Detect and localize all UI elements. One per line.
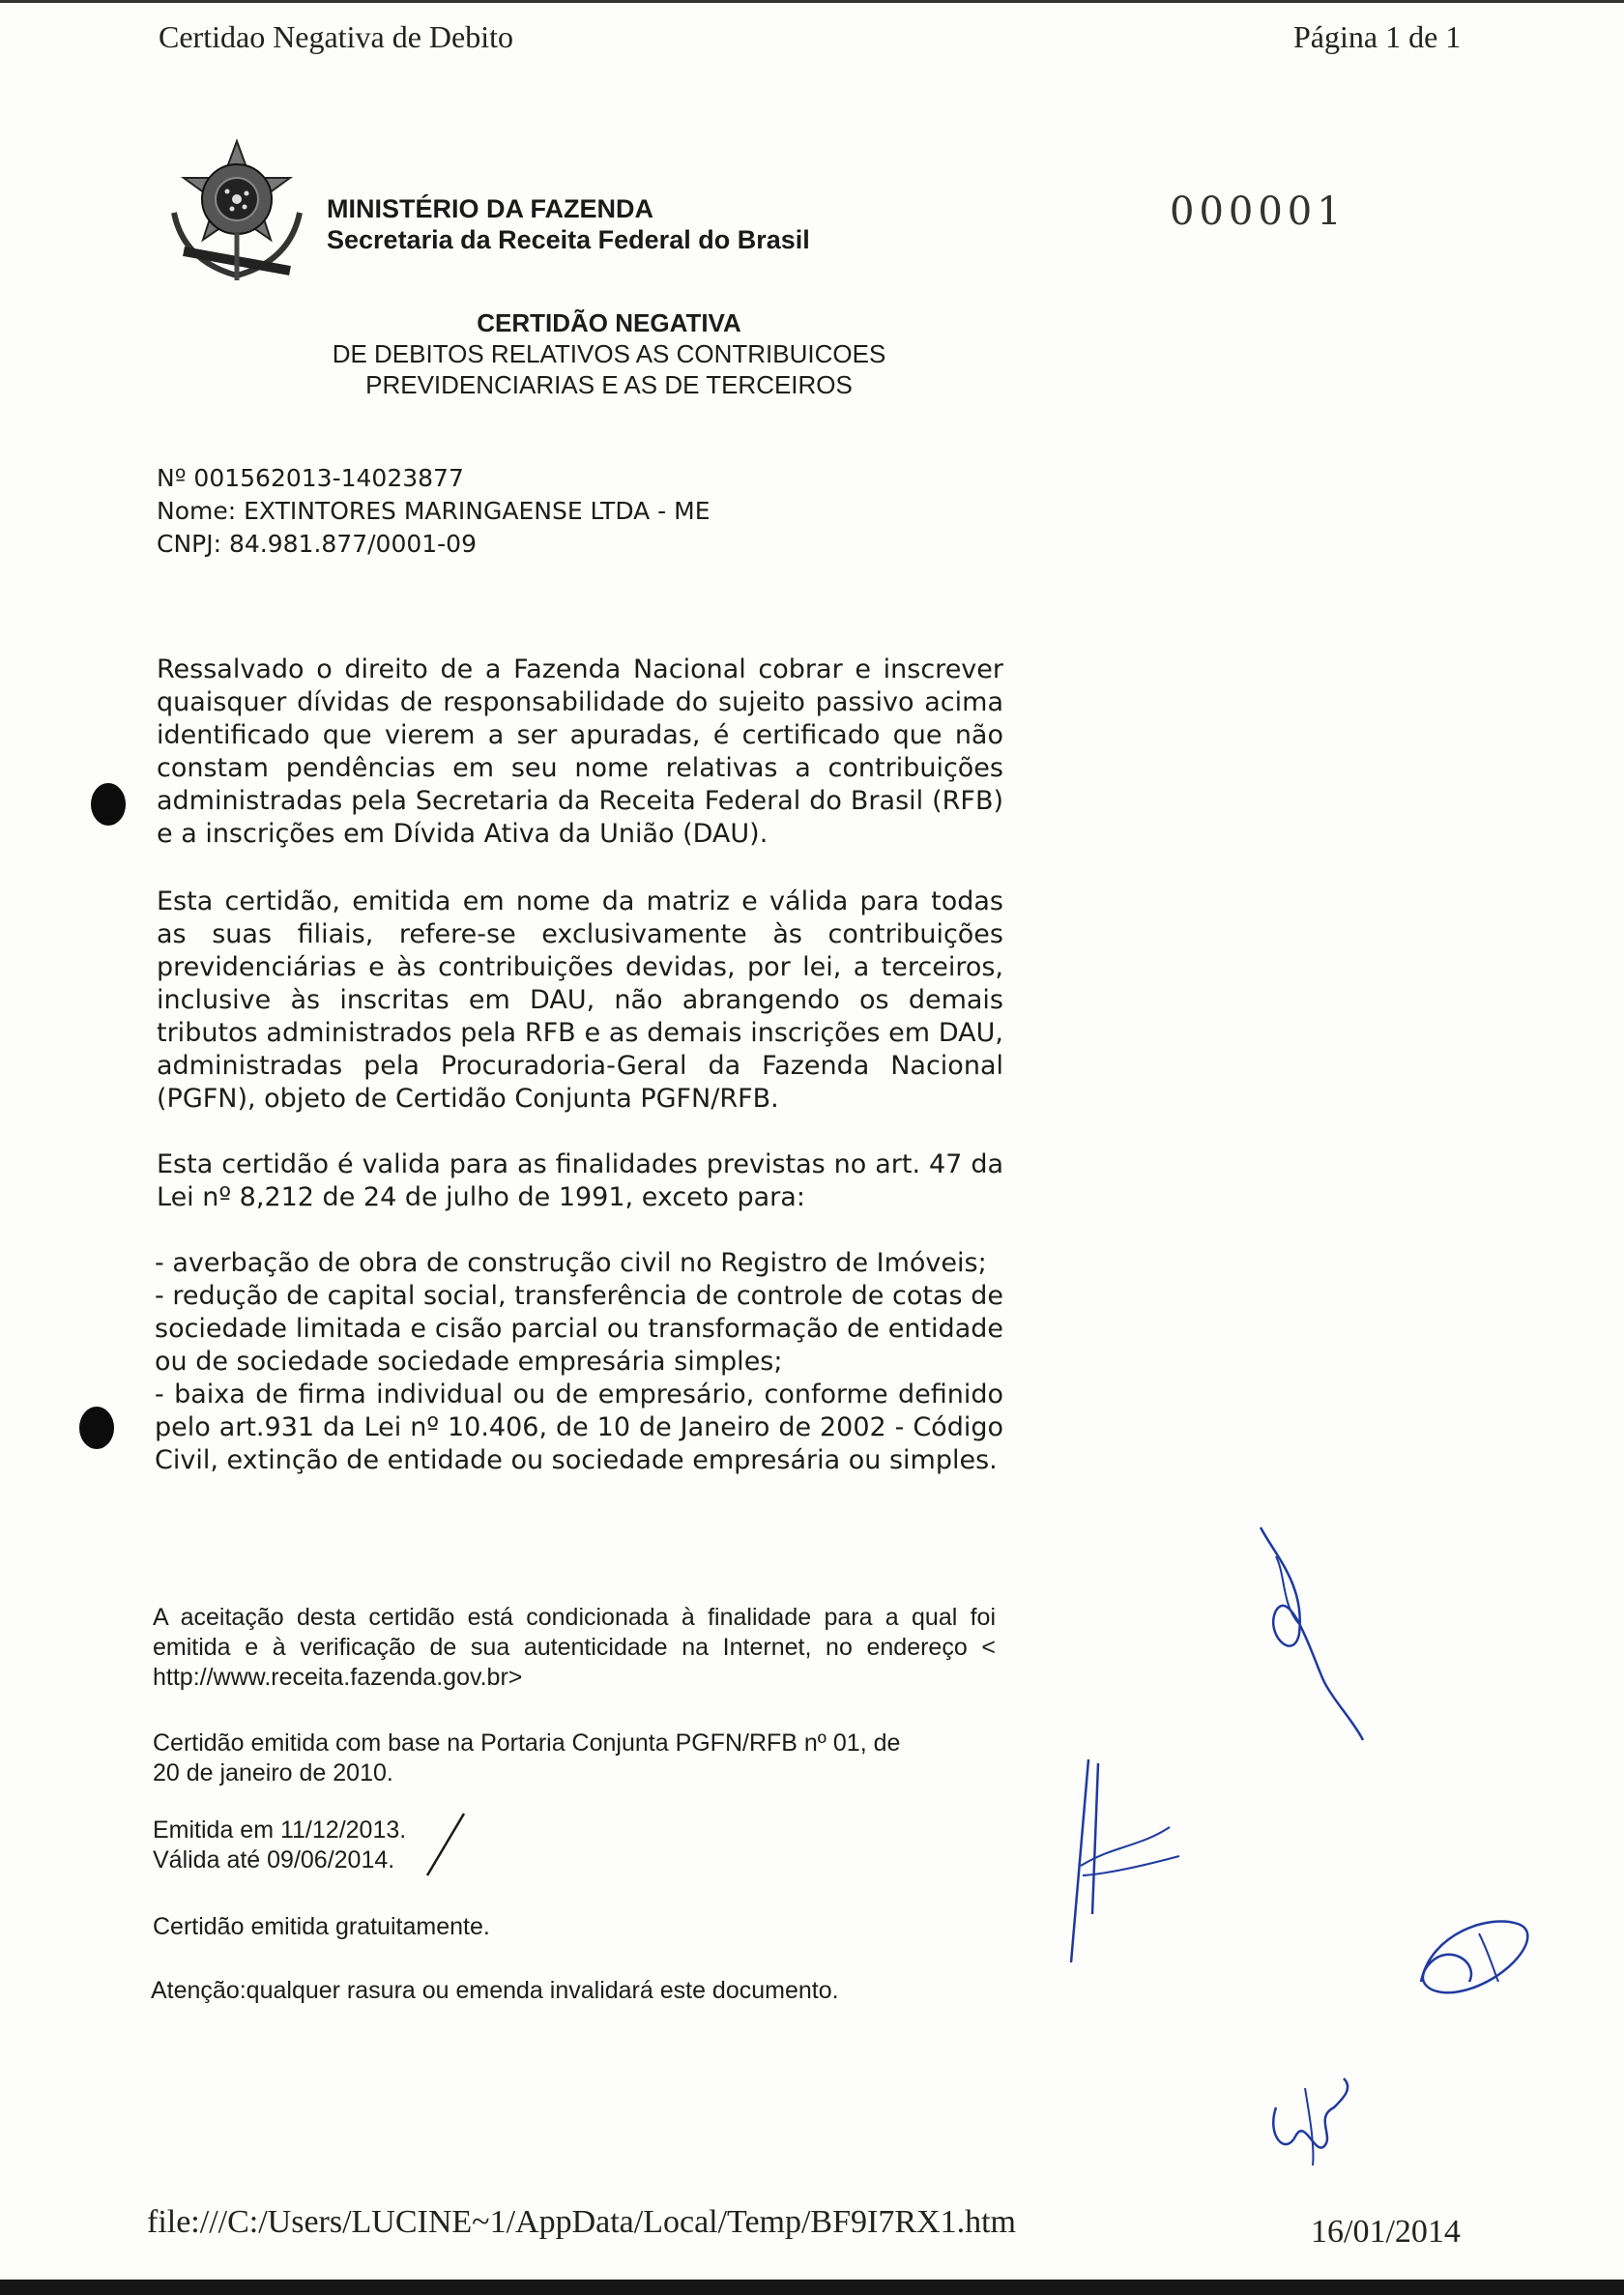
binder-punch-hole (91, 783, 126, 826)
legal-basis-line1: Certidão emitida com base na Portaria Conjunta PGFN/RFB nº 01, de (153, 1729, 901, 1757)
scan-bottom-edge (0, 2280, 1624, 2295)
binder-punch-hole (79, 1407, 114, 1449)
certificate-title: CERTIDÃO NEGATIVA (477, 308, 741, 337)
tick-mark-annotation (416, 1808, 474, 1885)
identification-block (157, 462, 710, 561)
print-footer-file-path: file:///C:/Users/LUCINE~1/AppData/Local/Temp/BF9I7RX1.htm (147, 2204, 1016, 2240)
certificate-number: Nº 001562013-14023877 (157, 464, 464, 492)
handwritten-signature (1237, 1518, 1392, 1750)
handwritten-rubric-small (1257, 2069, 1363, 2175)
exceptions-list (155, 1247, 1003, 1477)
valid-until-date: Válida até 09/06/2014. (153, 1846, 395, 1874)
free-issue-note: Certidão emitida gratuitamente. (153, 1913, 490, 1940)
exception-item: - averbação de obra de construção civil no Registro de Imóveis; (155, 1248, 987, 1278)
agency-name: Secretaria da Receita Federal do Brasil (327, 225, 810, 254)
sequence-number-stamp: 000001 (1170, 189, 1347, 234)
exception-item: - baixa de firma individual ou de empresário, conforme definido pelo art.931 da Lei nº 10.406, de 10 de Janeiro de 2002 - Código Civil, extinção de entidade ou sociedade empresária ou simples. (155, 1380, 1003, 1475)
body-paragraph-3: Esta certidão é valida para as finalidades previstas no art. 47 da Lei nº 8,212 de 24 de julho de 1991, exceto para: (157, 1149, 1003, 1212)
ministry-name: MINISTÉRIO DA FAZENDA (327, 194, 654, 223)
coat-of-arms-emblem (155, 135, 319, 290)
acceptance-note: A aceitação desta certidão está condicionada à finalidade para a qual foi emitida e à verificação de sua autenticidade na Internet, no endereço < http://www.receita.fazenda.gov.br> (153, 1604, 996, 1691)
print-header-page-number: Página 1 de 1 (1293, 19, 1462, 54)
print-header-title: Certidao Negativa de Debito (159, 19, 513, 54)
taxpayer-name: Nome: EXTINTORES MARINGAENSE LTDA - ME (157, 497, 710, 525)
handwritten-initials (1054, 1750, 1189, 1972)
certificate-subtitle-line1: DE DEBITOS RELATIVOS AS CONTRIBUICOES (332, 339, 886, 368)
certificate-title-block (174, 307, 1044, 400)
certificate-subtitle-line2: PREVIDENCIARIAS E AS DE TERCEIROS (365, 370, 853, 399)
body-paragraph-2: Esta certidão, emitida em nome da matriz e válida para todas as suas filiais, refere-se exclusivamente às contribuições previdenciárias e às contribuições devidas, por lei, a terceiros, inclusive às inscritas em DAU, não abrangendo os demais tributos administrados pela RFB e as demais inscrições em DAU, administradas pela Procuradoria-Geral da Fazenda Nacional (PGFN), objeto de Certidão Conjunta PGFN/RFB. (157, 886, 1003, 1114)
handwritten-rubric-loop (1402, 1895, 1547, 2011)
taxpayer-cnpj: CNPJ: 84.981.877/0001-09 (157, 530, 477, 558)
exception-item: - redução de capital social, transferência de controle de cotas de sociedade limitada e cisão parcial ou transformação de entidade ou de sociedade sociedade empresária simples; (155, 1281, 1003, 1377)
legal-basis-note (153, 1729, 996, 1788)
body-paragraph-1: Ressalvado o direito de a Fazenda Nacional cobrar e inscrever quaisquer dívidas de responsabilidade do sujeito passivo acima identificado que vierem a ser apuradas, é certificado que não constam pendências em seu nome relativas a contribuições administradas pela Secretaria da Receita Federal do Brasil (RFB) e a inscrições em Dívida Ativa da União (DAU). (157, 654, 1003, 849)
scan-top-edge (0, 0, 1624, 3)
warning-note: Atenção:qualquer rasura ou emenda invalidará este documento. (151, 1977, 839, 2004)
print-footer-date: 16/01/2014 (1311, 2214, 1461, 2250)
legal-basis-line2: 20 de janeiro de 2010. (153, 1759, 393, 1787)
issue-date: Emitida em 11/12/2013. (153, 1816, 407, 1844)
